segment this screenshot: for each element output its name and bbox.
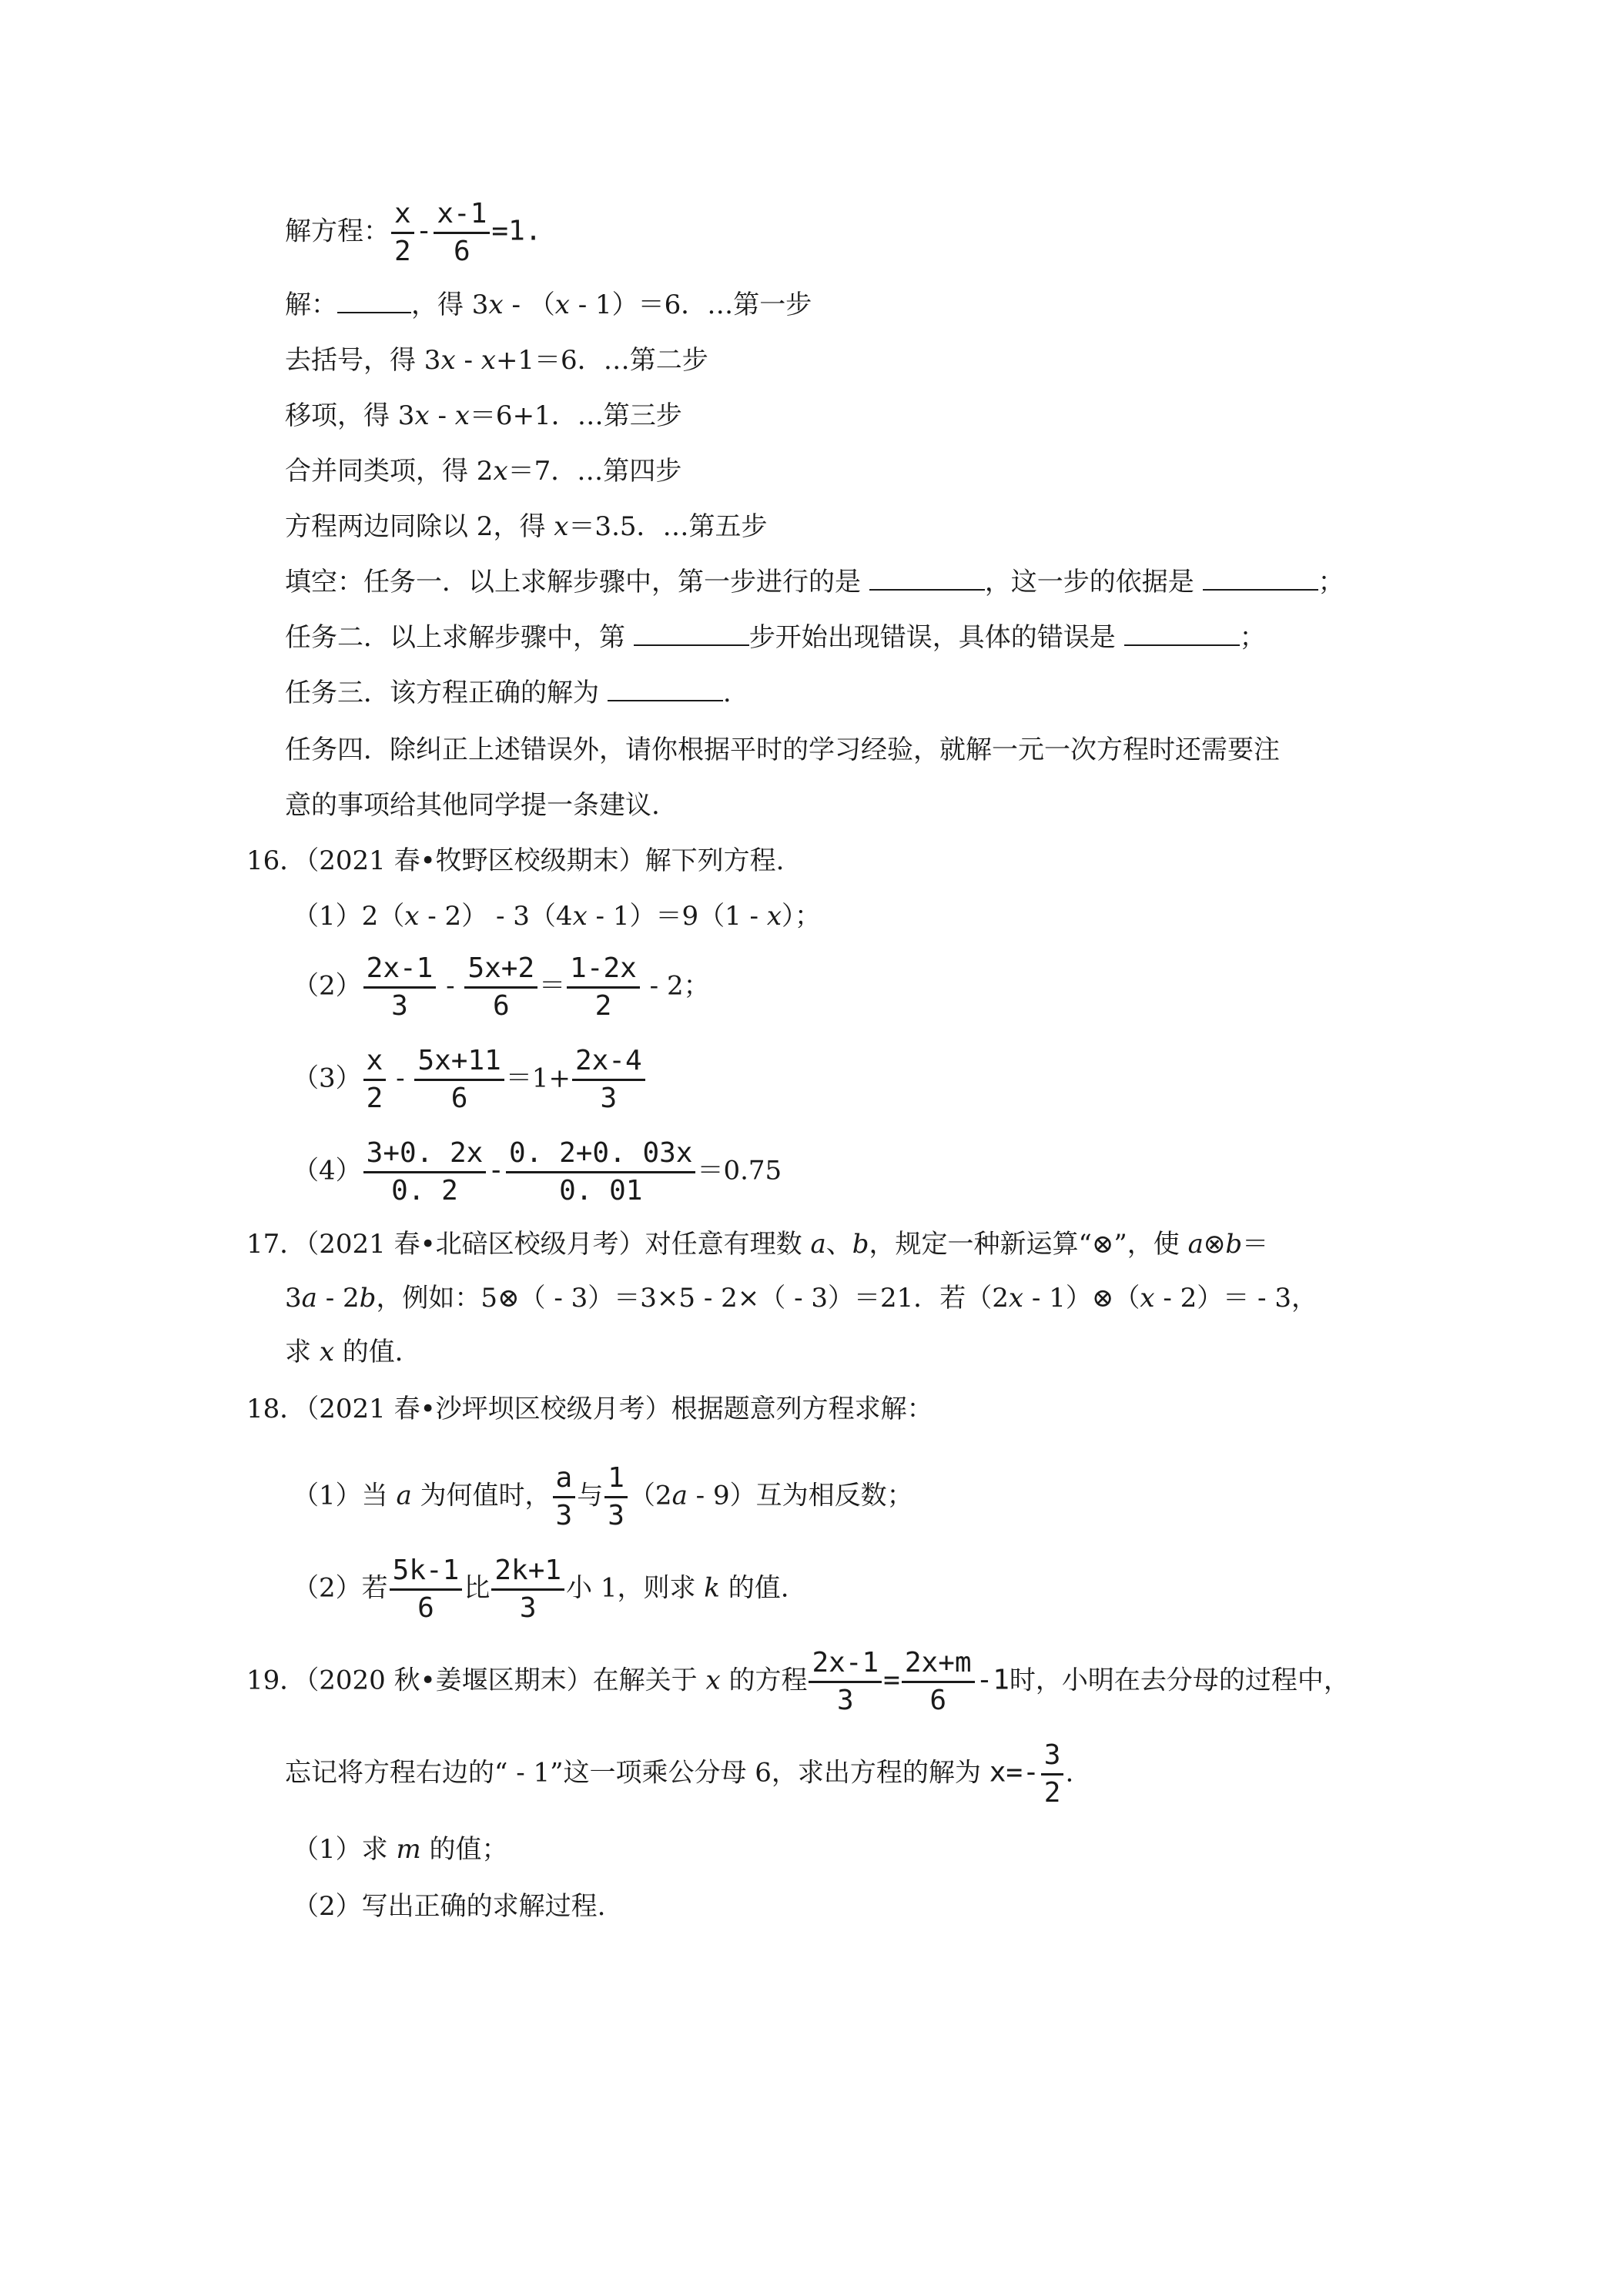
fraction: $\frac{0. 2+0. 03x}{0. 01}$ [506, 1138, 695, 1207]
fraction: $\frac{2x-4}{3}$ [572, 1046, 645, 1114]
fraction: $\frac{1-2x}{2}$ [567, 953, 640, 1022]
fraction: $\frac{x}{2}$ [391, 199, 414, 267]
answer-blank[interactable] [1124, 621, 1240, 646]
question-19-line-1: 19．（2020 秋•姜堰区期末）在解关于 x 的方程 $\frac{2x-1}{3}$ = $\frac{2x+m}{6}$ -1时，小明在去分母的过程中， [246, 1647, 1350, 1716]
fraction: $\frac{5k-1}{6}$ [390, 1555, 463, 1624]
question-16-part-3: （3） $\frac{x}{2}$ - $\frac{5x+11}{6}$ ＝1+ $\frac{2x-4}{3}$ [293, 1046, 647, 1114]
question-16-part-1: （1）2（x - 2） - 3（4x - 1）＝9（1 - x）； [293, 901, 822, 932]
fraction: $\frac{3+0. 2x}{0. 2}$ [363, 1138, 487, 1207]
task-1: 填空：任务一．以上求解步骤中，第一步进行的是 ，这一步的依据是 ； [285, 567, 1344, 597]
fraction: $\frac{x-1}{6}$ [434, 199, 490, 267]
question-19-part-1: （1）求 m 的值； [293, 1834, 508, 1865]
question-16-part-4: （4） $\frac{3+0. 2x}{0. 2}$ - $\frac{0. 2+0. 03x}{0. 01}$ ＝0.75 [293, 1137, 782, 1207]
question-17-line-2: 3a - 2b，例如：5⊗（ - 3）＝3×5 - 2×（ - 3）＝21．若（2x - 1）⊗（x - 2）＝ - 3， [285, 1283, 1318, 1314]
task-4-continued: 意的事项给其他同学提一条建议. [285, 790, 660, 821]
step-4: 合并同类项，得 2x＝7．…第四步 [285, 456, 682, 487]
fraction: $\frac{2x-1}{3}$ [809, 1648, 882, 1716]
question-16-part-2: （2） $\frac{2x-1}{3}$ - $\frac{5x+2}{6}$ ＝ $\frac{1-2x}{2}$ - 2； [293, 952, 710, 1022]
equation-statement: 解方程： $\frac{x}{2}$ - $\frac{x-1}{6}$ =1. [285, 198, 542, 267]
task-4: 任务四．除纠正上述错误外，请你根据平时的学习经验，就解一元一次方程时还需要注 [285, 735, 1280, 765]
question-18-part-1: （1）当 a 为何值时， $\frac{a}{3}$ 与 $\frac{1}{3}$ （2a - 9）互为相反数； [293, 1462, 913, 1531]
task-3: 任务三．该方程正确的解为 . [285, 678, 732, 708]
answer-blank[interactable] [608, 677, 723, 701]
answer-blank[interactable] [1203, 566, 1318, 591]
question-18-heading: 18．（2021 春•沙坪坝区校级月考）根据题意列方程求解： [246, 1394, 933, 1424]
answer-blank[interactable] [337, 289, 411, 313]
question-18-part-2: （2）若 $\frac{5k-1}{6}$ 比 $\frac{2k+1}{3}$ 小 1，则求 k 的值. [293, 1555, 789, 1624]
fraction: $\frac{5x+2}{6}$ [464, 953, 537, 1022]
task-2: 任务二．以上求解步骤中，第 步开始出现错误，具体的错误是 ； [285, 622, 1266, 653]
fraction: $\frac{1}{3}$ [604, 1463, 628, 1531]
question-17-line-3: 求 x 的值． [285, 1337, 421, 1367]
fraction: $\frac{2x+m}{6}$ [902, 1648, 975, 1716]
fraction: $\frac{5x+11}{6}$ [414, 1046, 504, 1114]
step-3: 移项，得 3x - x＝6+1．…第三步 [285, 400, 682, 431]
label: 解方程： [285, 216, 390, 247]
fraction: $\frac{x}{2}$ [363, 1046, 387, 1114]
fraction: $\frac{a}{3}$ [553, 1463, 576, 1531]
step-1: 解： ，得 3x - （x - 1）＝6．…第一步 [285, 290, 812, 320]
step-2: 去括号，得 3x - x+1＝6．…第二步 [285, 345, 708, 376]
step-5: 方程两边同除以 2，得 x＝3.5．…第五步 [285, 511, 768, 542]
question-19-part-2: （2）写出正确的求解过程. [293, 1891, 606, 1922]
answer-blank[interactable] [869, 566, 985, 591]
fraction: $\frac{2x-1}{3}$ [363, 953, 437, 1022]
answer-blank[interactable] [634, 621, 749, 646]
question-17-line-1: 17．（2021 春•北碚区校级月考）对任意有理数 a、b，规定一种新运算“⊗”，使 a⊗b＝ [246, 1229, 1269, 1260]
fraction: $\frac{3}{2}$ [1041, 1740, 1064, 1809]
fraction: $\frac{2k+1}{3}$ [491, 1555, 564, 1624]
question-16-heading: 16．（2021 春•牧野区校级期末）解下列方程. [246, 845, 785, 876]
question-19-line-2: 忘记将方程右边的“ - 1”这一项乘公分母 6，求出方程的解为 x=- $\frac{3}{2}$ . [285, 1739, 1074, 1809]
